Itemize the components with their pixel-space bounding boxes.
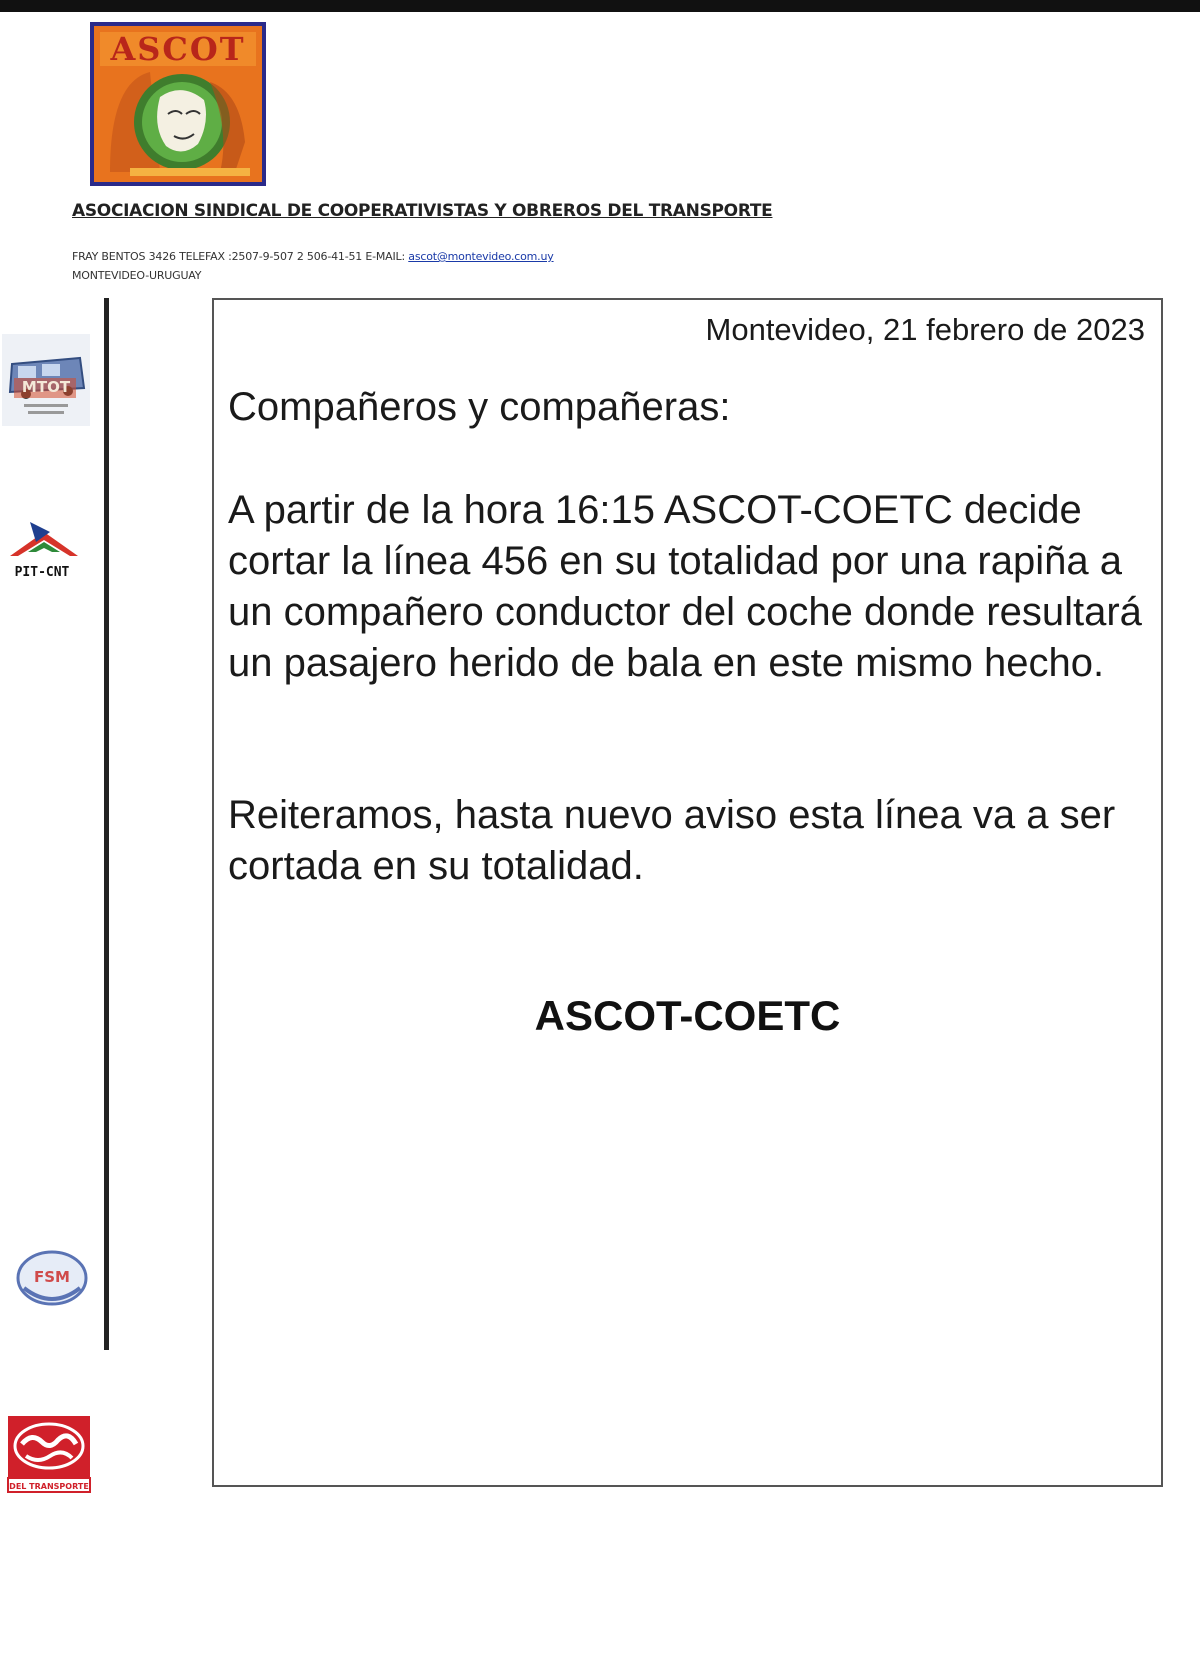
- pit-cnt-logo: [6, 518, 80, 584]
- city-line: MONTEVIDEO-URUGUAY: [72, 269, 202, 282]
- fsm-logo: [14, 1248, 92, 1310]
- letter-date: Montevideo, 21 febrero de 2023: [705, 312, 1145, 347]
- letter-signature: ASCOT-COETC: [534, 992, 841, 1039]
- pit-cnt-logo-text: PIT-CNT: [14, 565, 70, 580]
- ascot-logo: [90, 22, 266, 186]
- organization-name: ASOCIACION SINDICAL DE COOPERATIVISTAS Y OBREROS DEL TRANSPORTE: [72, 201, 773, 221]
- letter-greeting: Compañeros y compañeras:: [228, 385, 731, 429]
- letter-paragraph-2: Reiteramos, hasta nuevo aviso esta línea va a ser cortada en su totalidad.: [228, 793, 1116, 888]
- itf-transport-logo: [6, 1414, 92, 1494]
- ascot-logo-text: ASCOT: [110, 30, 246, 68]
- itf-logo-text: DEL TRANSPORTE: [9, 1482, 89, 1491]
- top-border: [0, 0, 1200, 12]
- email-link[interactable]: ascot@montevideo.com.uy: [408, 250, 554, 263]
- letter-paragraph-1: A partir de la hora 16:15 ASCOT-COETC decide cortar la línea 456 en su totalidad por una rapiña a un compañero conductor del coche donde resultará un pasajero herido de bala en este mismo hecho.: [228, 488, 1142, 685]
- contact-line: [72, 250, 554, 263]
- contact-details: FRAY BENTOS 3426 TELEFAX :2507-9-507 2 506-41-51 E-MAIL:: [72, 250, 409, 263]
- letter-box: [212, 298, 1163, 1487]
- mtot-logo-text: MTOT: [21, 378, 71, 396]
- mtot-logo: [2, 334, 90, 426]
- fsm-logo-text: FSM: [34, 1268, 70, 1286]
- vertical-divider: [104, 298, 109, 1350]
